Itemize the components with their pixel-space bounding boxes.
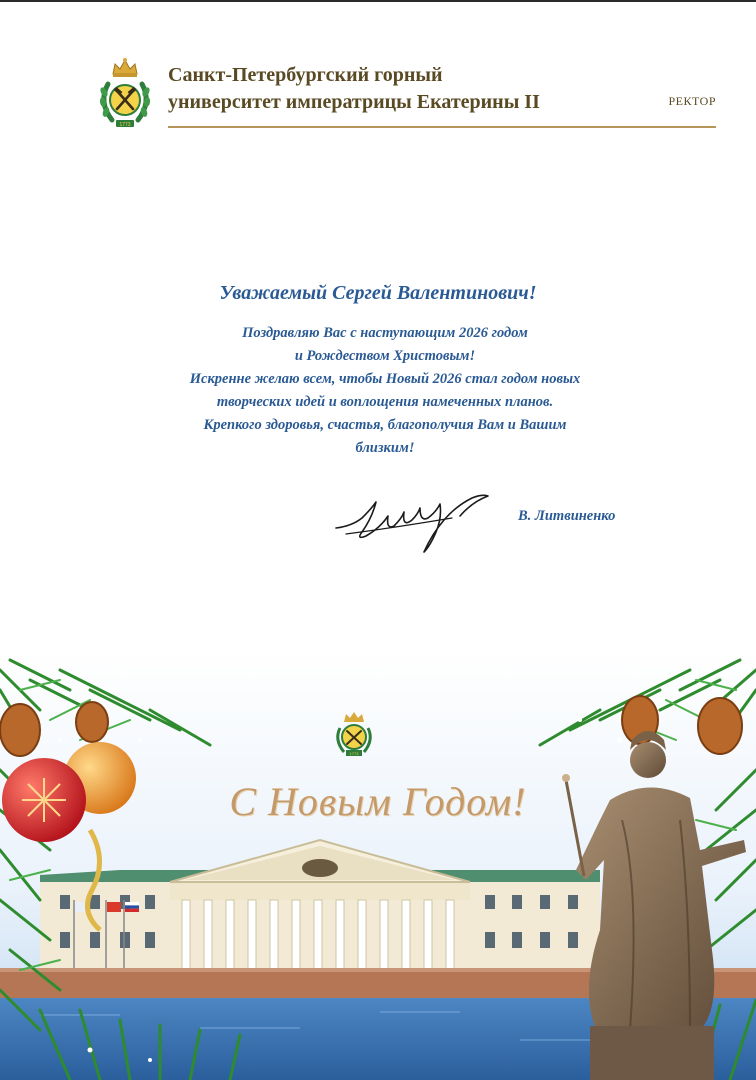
letter-line: творческих идей и воплощения намеченных планов.: [216, 394, 554, 410]
mining-university-crest-icon: [94, 54, 156, 130]
new-year-card: [0, 650, 756, 1080]
university-name: [168, 62, 540, 116]
position-title: РЕКТОР: [668, 94, 716, 108]
letter-line: Крепкого здоровья, счастья, благополучия Вам и Вашим: [203, 417, 567, 433]
letter-line: Искренне желаю всем, чтобы Новый 2026 стал годом новых: [189, 371, 581, 387]
letter-body: [130, 322, 640, 460]
salutation: Уважаемый Сергей Валентинович!: [219, 282, 537, 304]
header-divider: [168, 126, 716, 128]
university-name-line1: Санкт-Петербургский горный: [168, 64, 443, 86]
letter-line: близким!: [355, 440, 415, 456]
letter-line: и Рождеством Христовым!: [294, 348, 476, 364]
top-border: [0, 0, 756, 2]
letterhead: [94, 54, 716, 130]
letter-line: Поздравляю Вас с наступающим 2026 годом: [242, 325, 528, 341]
card-greeting-title: С Новым Годом!: [229, 779, 527, 824]
card-illustration: [0, 650, 756, 1080]
signer-name: В. Литвиненко: [518, 508, 616, 524]
handwritten-signature-icon: [332, 488, 492, 558]
university-name-line2: университет императрицы Екатерины II: [168, 91, 540, 113]
card-emblem-year: 1773: [349, 751, 359, 756]
emblem-year: 1773: [119, 122, 131, 128]
